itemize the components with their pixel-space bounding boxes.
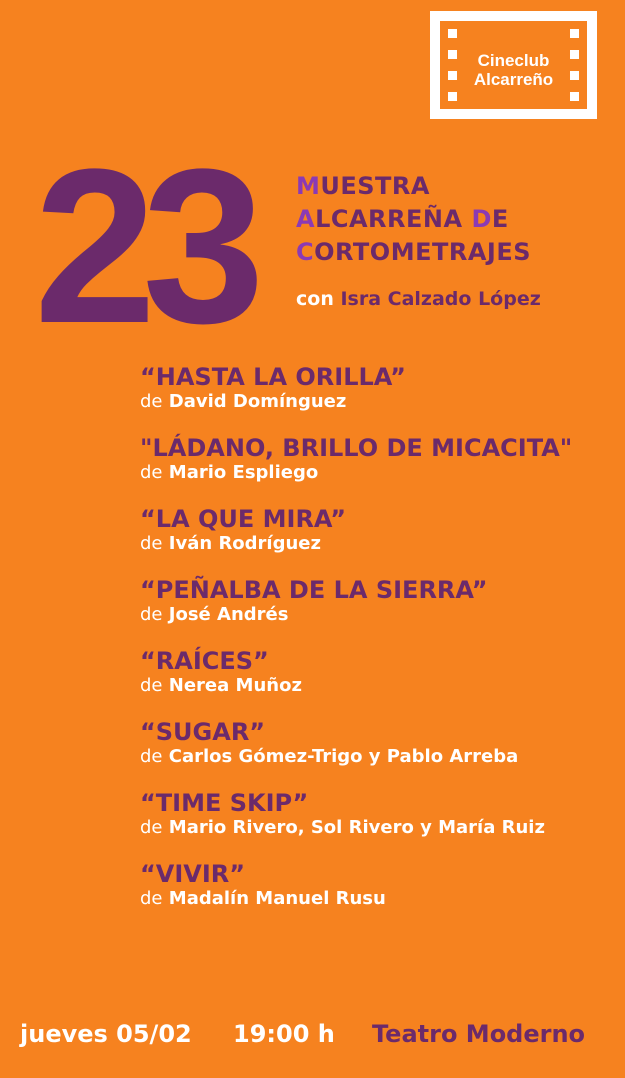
event-time: 19:00 h [233,1020,335,1048]
film-title: “LA QUE MIRA” [140,505,347,533]
event-venue: Teatro Moderno [372,1020,586,1048]
film-director-line [140,746,620,768]
film-director: David Domínguez [168,391,347,412]
film-director-prefix: de [140,675,163,696]
title-line2-rest: LCARREÑA [315,205,472,233]
title-line1 [296,170,531,203]
film-title: “VIVIR” [140,860,246,888]
film-item [140,576,620,626]
edition-number: 23 [34,123,251,369]
film-item [140,434,620,484]
film-title: “SUGAR” [140,718,266,746]
film-holes-right [570,29,579,101]
film-director-line [140,533,620,555]
title-line2 [296,203,531,236]
film-director: José Andrés [168,604,289,625]
film-director-prefix: de [140,533,163,554]
film-director: Mario Espliego [168,462,319,483]
film-item [140,363,620,413]
title-line3 [296,236,531,269]
film-strip [440,21,587,109]
title-line1-rest: UESTRA [320,172,430,200]
film-director-line [140,604,620,626]
film-director: Carlos Gómez-Trigo y Pablo Arreba [168,746,519,767]
logo-line2: Alcarreño [473,70,554,89]
film-item [140,505,620,555]
film-title: “RAÍCES” [140,647,269,675]
film-title: “TIME SKIP” [140,789,309,817]
film-director-prefix: de [140,888,163,909]
event-date: jueves 05/02 [20,1020,192,1048]
host-line [296,288,541,310]
film-director-line [140,817,620,839]
film-item [140,789,620,839]
film-title: “PEÑALBA DE LA SIERRA” [140,576,488,604]
film-director-line [140,675,620,697]
title-initial-a: A [296,205,316,233]
title-line3-rest: ORTOMETRAJES [314,238,532,266]
film-title: "LÁDANO, BRILLO DE MICACITA" [140,434,573,462]
film-director-prefix: de [140,391,163,412]
logo-text [466,51,561,89]
film-item [140,718,620,768]
film-holes-left [448,29,457,101]
title-initial-d: D [471,205,492,233]
film-title: “HASTA LA ORILLA” [140,363,406,391]
film-director-prefix: de [140,604,163,625]
logo-line1: Cineclub [477,51,550,70]
title-initial-m: M [296,172,321,200]
film-director: Nerea Muñoz [168,675,302,696]
title-line2-rest2: E [491,205,509,233]
film-item [140,647,620,697]
film-director-line [140,391,620,413]
host-name: Isra Calzado López [340,288,541,310]
footer [20,1020,610,1054]
film-director-line [140,888,620,910]
title-initial-c: C [296,238,315,266]
film-director-prefix: de [140,746,163,767]
film-item [140,860,620,910]
film-director: Mario Rivero, Sol Rivero y María Ruiz [168,817,545,838]
film-director: Iván Rodríguez [168,533,321,554]
film-director: Madalín Manuel Rusu [168,888,386,909]
cineclub-logo [430,11,597,119]
film-director-line [140,462,620,484]
film-director-prefix: de [140,462,163,483]
host-prefix: con [296,288,334,310]
event-title [296,170,531,269]
film-director-prefix: de [140,817,163,838]
film-list [140,363,620,931]
